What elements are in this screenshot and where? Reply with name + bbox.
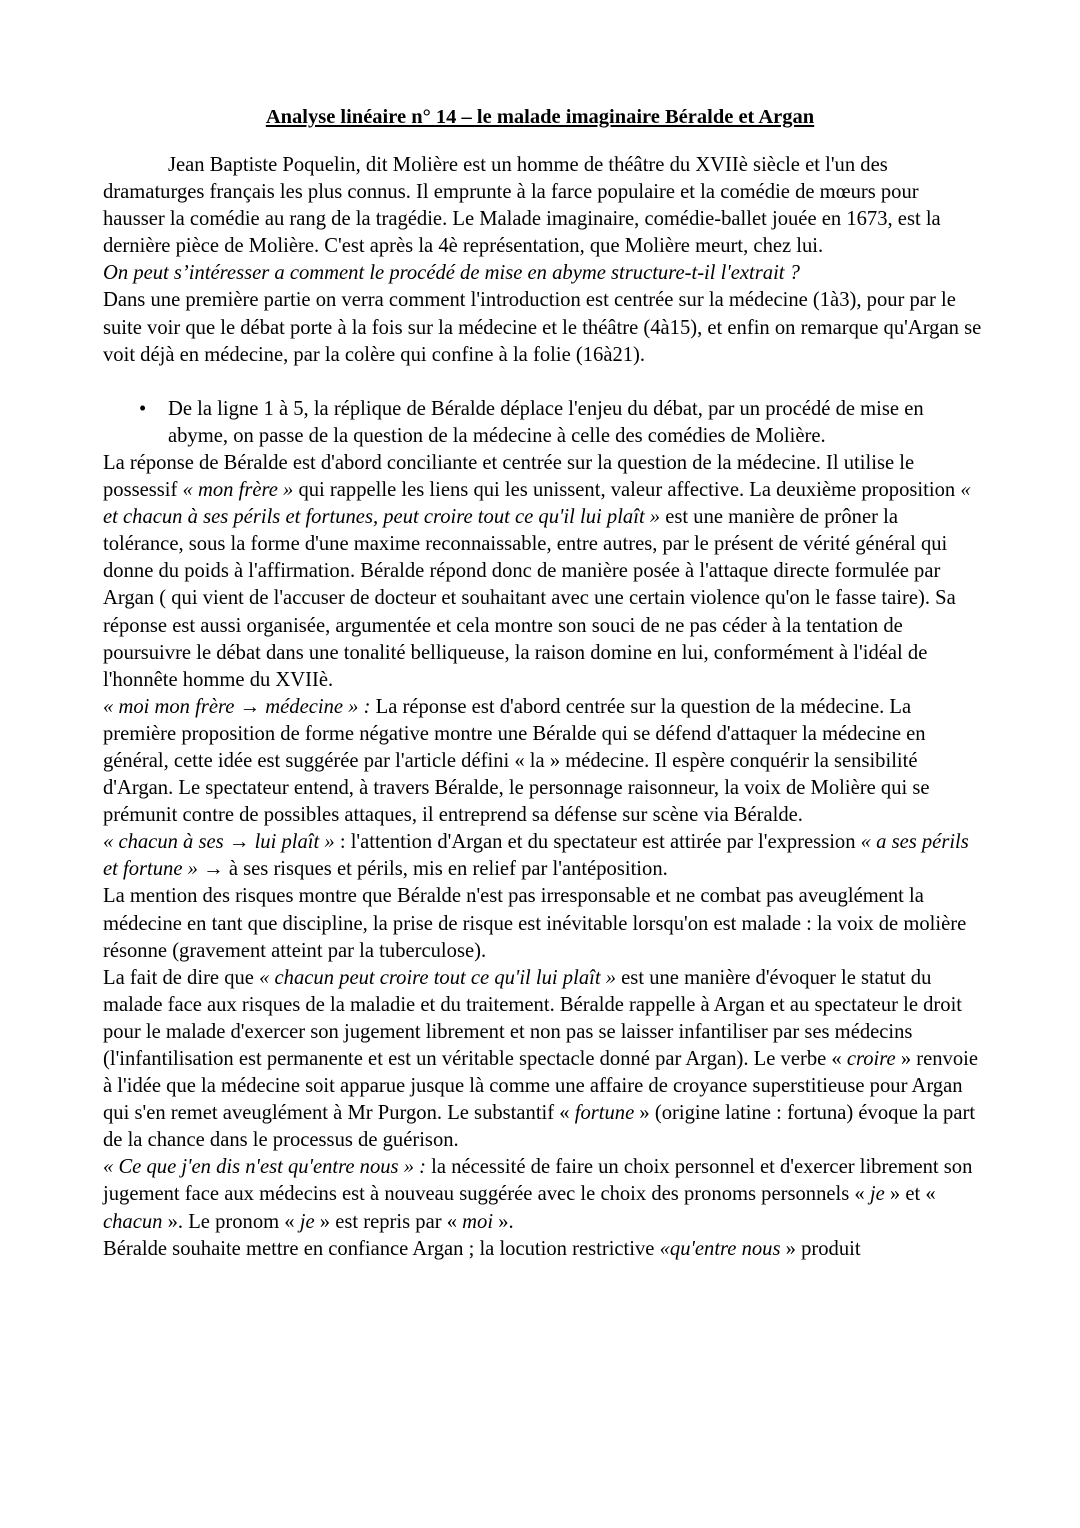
document-body xyxy=(103,152,983,1263)
paragraph-4: La mention des risques montre que Béralde n'est pas irresponsable et ne combat pas aveuglément la médecine en tant que discipline, la prise de risque est inévitable lorsqu'on est malade : la voix de molière résonne (gravement atteint par la tuberculose). xyxy=(103,885,967,962)
spacer xyxy=(103,369,983,396)
paragraph-3: « chacun à ses → lui plaît » : l'attention d'Argan et du spectateur est attirée par l'expression « a ses périls et fortune » → à ses risques et périls, mis en relief par l'antéposition. xyxy=(103,831,969,881)
bullet-icon: • xyxy=(139,397,147,420)
page-title: Analyse linéaire n° 14 – le malade imaginaire Béralde et Argan xyxy=(265,106,815,128)
bullet-item xyxy=(103,396,983,450)
paragraph-2: « moi mon frère → médecine » : La réponse est d'abord centrée sur la question de la médecine. La première proposition de forme négative montre une Béralde qui se défend d'attaquer la médecine en général, cette idée est suggérée par l'article défini « la » médecine. Il espère conquérir la sensibilité d'Argan. Le spectateur entend, à travers Béralde, le personnage raisonneur, la voix de Molière qui se prémunit contre de possibles attaques, il entreprend sa défense sur scène via Béralde. xyxy=(103,695,930,827)
bullet-text: De la ligne 1 à 5, la réplique de Béralde déplace l'enjeu du débat, par un procédé de mise en abyme, on passe de la question de la médecine à celle des comédies de Molière. xyxy=(168,397,924,447)
paragraph-1: La réponse de Béralde est d'abord conciliante et centrée sur la question de la médecine. Il utilise le possessif « mon frère » qui rappelle les liens qui les unissent, valeur affective. La deuxième proposition « et chacun à ses périls et fortunes, peut croire tout ce qu'il lui plaît » est une manière de prôner la tolérance, sous la forme d'une maxime reconnaissable, entre autres, par le présent de vérité général qui donne du poids à l'affirmation. Béralde répond donc de manière posée à l'attaque directe formulée par Argan ( qui vient de l'accuser de docteur et souhaitant avec une certain violence qu'on le fasse taire). Sa réponse est aussi organisée, argumentée et cela montre son souci de ne pas céder à la tentation de poursuivre le débat dans une tonalité belliqueuse, la raison domine en lui, conformément à l'idéal de l'honnête homme du XVIIè. xyxy=(103,451,971,691)
plan-paragraph: Dans une première partie on verra comment l'introduction est centrée sur la médecine (1à3), pour par le suite voir que le débat porte à la fois sur la médecine et le théâtre (4à15), et enfin on remarque qu'Argan se voit déjà en médecine, par la colère qui confine à la folie (16à21). xyxy=(103,289,982,366)
paragraph-5: La fait de dire que « chacun peut croire tout ce qu'il lui plaît » est une manière d'évoquer le statut du malade face aux risques de la maladie et du traitement. Béralde rappelle à Argan et au spectateur le droit pour le malade d'exercer son jugement librement et non pas se laisser infantiliser par ses médecins (l'infantilisation est permanente et est un véritable spectacle donné par Argan). Le verbe « croire » renvoie à l'idée que la médecine soit apparue jusque là comme une affaire de croyance superstitieuse pour Argan qui s'en remet aveuglément à Mr Purgon. Le substantif « fortune » (origine latine : fortuna) évoque la part de la chance dans le processus de guérison. xyxy=(103,966,979,1152)
intro-paragraph: Jean Baptiste Poquelin, dit Molière est un homme de théâtre du XVIIè siècle et l'un des dramaturges français les plus connus. Il emprunte à la farce populaire et la comédie de mœurs pour hausser la comédie au rang de la tragédie. Le Malade imaginaire, comédie-ballet jouée en 1673, est la dernière pièce de Molière. C'est après la 4è représentation, que Molière meurt, chez lui. xyxy=(103,154,941,258)
paragraph-6: « Ce que j'en dis n'est qu'entre nous » : la nécessité de faire un choix personnel et d'exercer librement son jugement face aux médecins est à nouveau suggérée avec le choix des pronoms personnels « je » et « chacun ». Le pronom « je » est repris par « moi ». xyxy=(103,1156,973,1233)
paragraph-7: Béralde souhaite mettre en confiance Argan ; la locution restrictive «qu'entre nous » produit xyxy=(103,1237,861,1260)
problematique: On peut s’intéresser a comment le procédé de mise en abyme structure-t-il l'extrait ? xyxy=(103,262,800,285)
